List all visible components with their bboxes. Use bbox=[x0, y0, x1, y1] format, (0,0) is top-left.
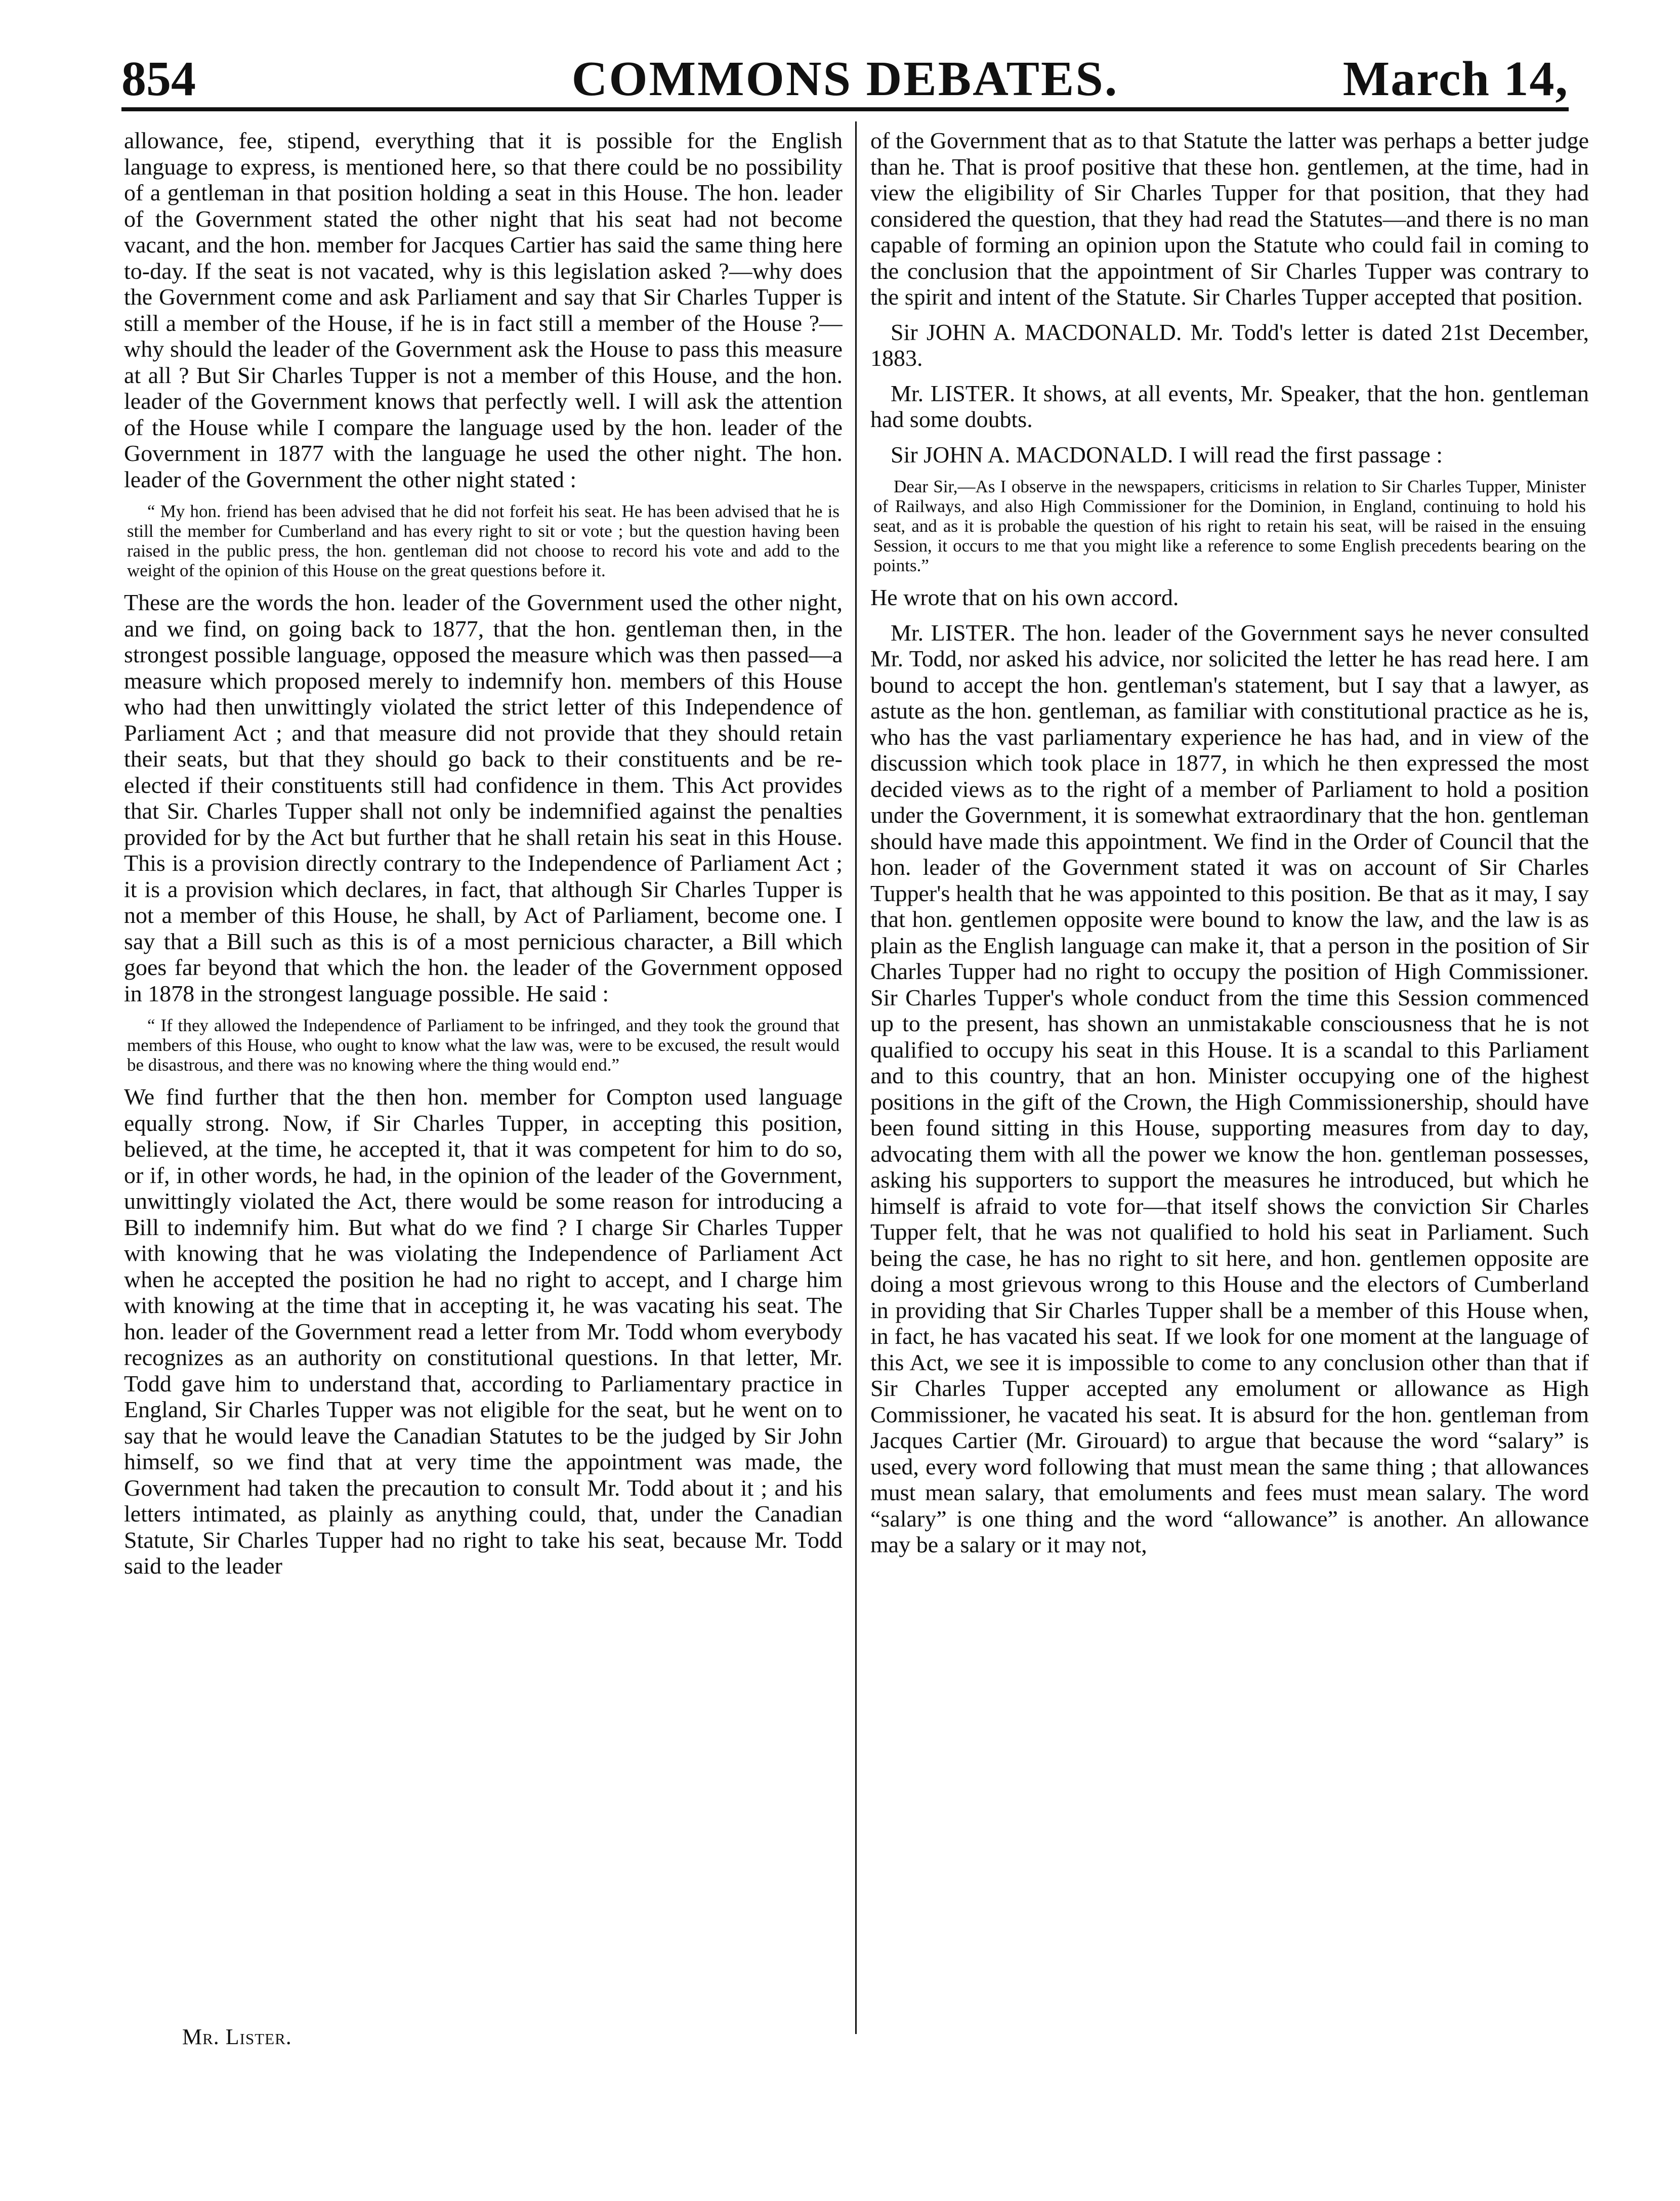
speaker-paragraph: Mr. LISTER. The hon. leader of the Government says he never consulted Mr. Todd, nor asked his advice, nor solicited the letter he has read here. I am bound to accept the hon. gentleman's statement, but I say that a lawyer, as astute as the hon. gentleman, as familiar with constitutional practice as he is, who has the vast parliamentary experience he has had, and in view of the discussion which took place in 1877, in which he then expressed the most decided views as to the right of a member of Parliament to hold a position under the Government, it is somewhat extraordinary that the hon. gentleman should have made this appointment. We find in the Order of Council that the hon. leader of the Government stated it was on account of Sir Charles Tupper's health that he was appointed to this position. Be that as it may, I say that hon. gentlemen opposite were bound to know the law, and the law is as plain as the English language can make it, that a person in the position of Sir Charles Tupper had no right to occupy the position of High Commissioner. Sir Charles Tupper's whole conduct from the time this Session commenced up to the present, has shown an unmistakable consciousness that he is not qualified to occupy his seat in this House. It is a scandal to this Parliament and to this country, that an hon. Minister occupying one of the highest positions in the gift of the Crown, the High Commissionership, should have been found sitting in this House, supporting measures from day to day, advocating them with all the power we know the hon. gentleman possesses, asking his supporters to support the measures he introduced, but which he himself is afraid to vote for—that itself shows the conviction Sir Charles Tupper felt, that he was not qualified to hold his seat in Parliament. Such being the case, he has no right to sit here, and hon. gentlemen opposite are doing a most grievous wrong to this House and the electors of Cumberland in providing that Sir Charles Tupper shall be a member of this House when, in fact, he has vacated his seat. If we look for one moment at the language of this Act, we see it is impossible to come to any conclusion other than that if Sir Charles Tupper accepted any emolument or allowance as High Commissioner, he vacated his seat. It is absurd for the hon. gentleman from Jacques Cartier (Mr. Girouard) to argue that because the word “salary” is used, every word following that must mean the same thing ; that allowances must mean salary, that emoluments and fees must mean salary. The word “salary” is one thing and the word “allowance” is another. An allowance may be a salary or it may not, bbox=[870, 619, 1589, 1557]
footer-speaker: Mr. Lister. bbox=[182, 2024, 292, 2049]
column-divider bbox=[855, 121, 857, 2034]
paragraph: These are the words the hon. leader of the Government used the other night, and we find, on going back to 1877, that the hon. gentleman then, in the strongest possible language, opposed the measure which was then passed—a measure which proposed merely to indemnify hon. members of this House who had then unwittingly violated the strict letter of this Independence of Parliament Act ; and that measure did not provide that they should retain their seats, but that they should go back to their constituents and be re-elected if their constituents still had confidence in them. This Act provides that Sir. Charles Tupper shall not only be indemnified against the penalties provided for by the Act but further that he shall retain his seat in this House. This is a provision directly contrary to the Independence of Parliament Act ; it is a provision which declares, in fact, that although Sir Charles Tupper is not a member of this House, he shall, by Act of Parliament, become one. I say that a Bill such as this is of a most pernicious character, a Bill which goes far beyond that which the hon. the leader of the Government opposed in 1878 in the strongest language possible. He said : bbox=[124, 589, 843, 1006]
speaker-paragraph: Sir JOHN A. MACDONALD. I will read the first passage : bbox=[891, 441, 1443, 468]
page-header bbox=[121, 30, 1569, 132]
page-number: 854 bbox=[121, 52, 196, 106]
block-quote bbox=[124, 1015, 843, 1075]
quote-text: “ If they allowed the Independence of Parliament to be infringed, and they took the ground that members of this House, who ought to know what the law was, were to be excused, the result would be disastrous, and there was no knowing where the thing would end.” bbox=[127, 1015, 839, 1075]
block-quote bbox=[124, 501, 843, 580]
quote-text: Dear Sir,—As I observe in the newspapers, criticisms in relation to Sir Charles Tupper, Minister of Railways, and also High Commissioner for the Dominion, in England, continuing to hold his seat, and as it is probable the question of his right to retain his seat, will be raised in the ensuing Session, it occurs to me that you might like a reference to some English precedents bearing on the points.” bbox=[873, 477, 1586, 575]
quote-text: “ My hon. friend has been advised that he did not forfeit his seat. He has been advised that he is still the member for Cumberland and has every right to sit or vote ; but the question having been raised in the public press, the hon. gentleman did not choose to record his vote and add to the weight of the opinion of this House on the great questions before it. bbox=[127, 501, 839, 580]
paragraph: allowance, fee, stipend, everything that it is possible for the English language to express, is mentioned here, so that there could be no possibility of a gentleman in that position holding a seat in this House. The hon. leader of the Government stated the other night that his seat had not become vacant, and the hon. member for Jacques Cartier has said the same thing here to-day. If the seat is not vacated, why is this legislation asked ?—why does the Government come and ask Parliament and say that Sir Charles Tupper is still a member of the House, if he is in fact still a member of the House ?—why should the leader of the Government ask the House to pass this measure at all ? But Sir Charles Tupper is not a member of this House, and the hon. leader of the Government knows that perfectly well. I will ask the attention of the House while I compare the language used by the hon. leader of the Government in 1877 with the language he used the other night. The hon. leader of the Government the other night stated : bbox=[124, 128, 843, 492]
paragraph: of the Government that as to that Statute the latter was perhaps a better judge than he. That is proof positive that these hon. gentlemen, at the time, had in view the eligibility of Sir Charles Tupper for that position, that they had considered the question, that they had read the Statutes—and there is no man capable of forming an opinion upon the Statute who could fail in coming to the conclusion that the appointment of Sir Charles Tupper was contrary to the spirit and intent of the Statute. Sir Charles Tupper accepted that position. bbox=[870, 128, 1589, 310]
paragraph: He wrote that on his own accord. bbox=[870, 584, 1179, 610]
block-quote bbox=[870, 477, 1589, 575]
header-rule bbox=[121, 107, 1569, 111]
header-date: March 14, bbox=[1342, 52, 1569, 106]
paragraph: We find further that the then hon. member for Compton used language equally strong. Now, if Sir Charles Tupper, in accepting this position, believed, at the time, he accepted it, that it was competent for him to do so, or if, in other words, he had, in the opinion of the leader of the Government, unwittingly violated the Act, there would be some reason for introducing a Bill to indemnify him. But what do we find ? I charge Sir Charles Tupper with knowing that he was violating the Independence of Parliament Act when he accepted the position he had no right to accept, and I charge him with knowing at the time that in accepting it, he was vacating his seat. The hon. leader of the Government read a letter from Mr. Todd whom everybody recognizes as an authority on constitutional questions. In that letter, Mr. Todd gave him to understand that, according to Parliamentary practice in England, Sir Charles Tupper was not eligible for the seat, but he went on to say that he would leave the Canadian Statutes to be the judged by Sir John himself, so we find that at very time the appointment was made, the Government had taken the precaution to consult Mr. Todd about it ; and his letters intimated, as plainly as anything could, that, under the Canadian Statute, Sir Charles Tupper had no right to take his seat, because Mr. Todd said to the leader bbox=[124, 1084, 843, 1579]
right-column bbox=[870, 128, 1589, 2070]
speaker-paragraph: Sir JOHN A. MACDONALD. Mr. Todd's letter is dated 21st December, 1883. bbox=[870, 319, 1589, 371]
speaker-paragraph: Mr. LISTER. It shows, at all events, Mr. Speaker, that the hon. gentleman had some doubts. bbox=[870, 380, 1589, 432]
publication-title: COMMONS DEBATES. bbox=[571, 52, 1119, 106]
left-column bbox=[124, 128, 843, 2070]
